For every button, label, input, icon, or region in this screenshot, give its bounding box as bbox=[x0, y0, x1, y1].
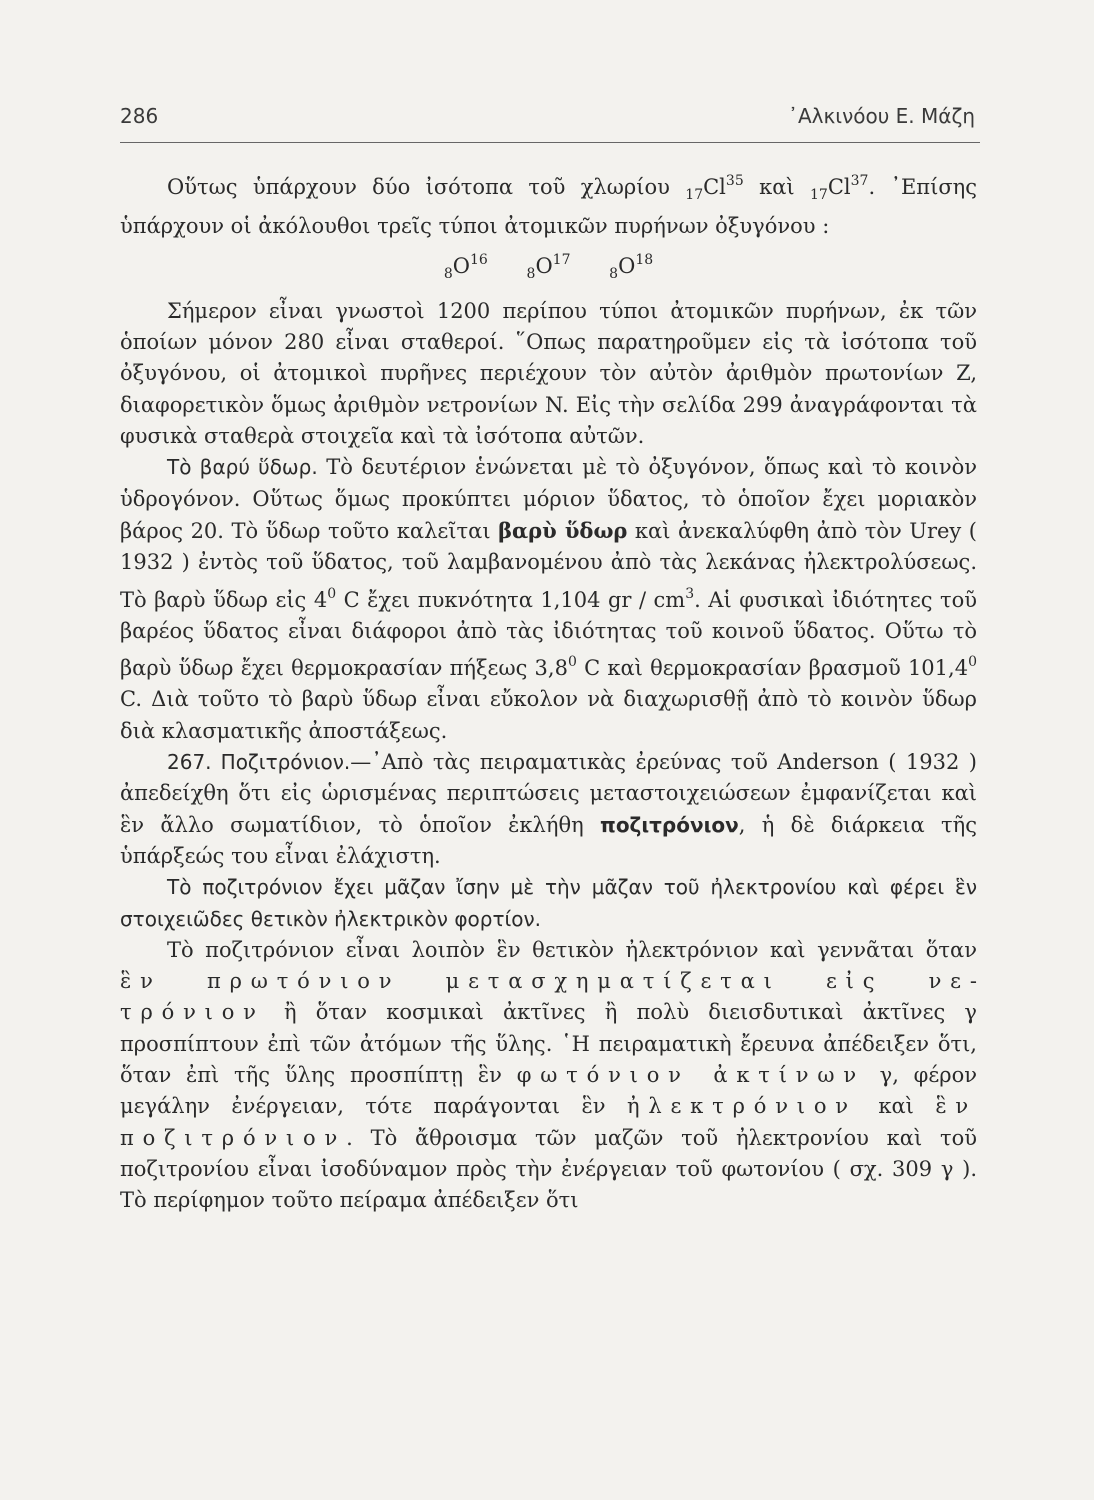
paragraph-positron-section: 267. Ποζιτρόνιον.—᾿Απὸ τὰς πειραματικὰς ἐρεύνας τοῦ Anderson ( 1932 ) ἀπεδείχθη ὅτι εἰς ὡρισμένας περιπτώσεις μεταστοιχειώσεων ἐμφανίζεται καὶ ἓν ἄλλο σωματίδιον, τὸ ὁποῖον ἐκλήθη ποζιτρόνιον, ἡ δὲ διάρκεια τῆς ὑπάρξεώς του εἶναι ἐλάχιστη. bbox=[120, 750, 978, 868]
heavy-water-heading: Τὸ βαρύ ὕδωρ. bbox=[167, 455, 318, 480]
isotope-o18: $_8O^{18}$ bbox=[609, 251, 654, 282]
running-title: ᾿Αλκινόου Ε. Μάζη bbox=[788, 104, 975, 128]
paragraph-chlorine-isotopes: Οὕτως ὑπάρχουν δύο ἰσότοπα τοῦ χλωρίου $_{17}Cl^{35}$ καὶ $_{17}Cl^{37}$. ᾿Επίσης ὑπάρχουν οἱ ἀκόλουθοι τρεῖς τύποι ἀτομικῶν πυρήνων ὀξυγόνου : bbox=[120, 173, 978, 239]
positron-term: ποζιτρόνιον bbox=[600, 812, 739, 837]
isotope-o16: $_8O^{16}$ bbox=[443, 251, 488, 282]
page-number: 286 bbox=[120, 104, 159, 128]
oxygen-isotopes-line bbox=[120, 245, 977, 290]
section-267-heading: 267. Ποζιτρόνιον. bbox=[167, 750, 351, 775]
paragraph-heavy-water: Τὸ βαρύ ὕδωρ. Τὸ δευτέριον ἑνώνεται μὲ τὸ ὀξυγόνον, ὅπως καὶ τὸ κοινὸν ὑδρογόνον. Οὕτως ὅμως προκύπτει μόριον ὕδατος, τὸ ὁποῖον ἔχει μοριακὸν βάρος 20. Τὸ ὕδωρ τοῦτο καλεῖται βαρὺ ὕδωρ καὶ ἀνεκαλύφθη ἀπὸ τὸν Urey ( 1932 ) ἐντὸς τοῦ ὕδατος, τοῦ λαμβανομένου ἀπὸ τὰς λεκάνας ἠλεκτρολύσεως. Τὸ βαρὺ ὕδωρ εἰς $4^0$ C ἔχει πυκνότητα 1,104 gr / $cm^3$. Αἱ φυσικαὶ ἰδιότητες τοῦ βαρέος ὕδατος εἶναι διάφοροι ἀπὸ τὰς ἰδιότητας τοῦ κοινοῦ ὕδατος. Οὕτω τὸ βαρὺ ὕδωρ ἔχει θερμοκρασίαν πήξεως $3,8^0$ C καὶ θερμοκρασίαν βρασμοῦ 101,4$^0$ C. Διὰ τοῦτο τὸ βαρὺ ὕδωρ εἶναι εὔκολον νὰ διαχωρισθῇ ἀπὸ τὸ κοινὸν ὕδωρ διὰ κλασματικῆς ἀποστάξεως. bbox=[120, 455, 977, 743]
page-body bbox=[120, 166, 977, 1217]
heavy-water-term: βαρὺ ὕδωρ bbox=[498, 517, 628, 543]
paragraph-positron-mass: Τὸ ποζιτρόνιον ἔχει μᾶζαν ἴσην μὲ τὴν μᾶζαν τοῦ ἠλεκτρονίου καὶ φέρει ἓν στοιχειῶδες θετικὸν ἠλεκτρικὸν φορτίον. bbox=[120, 875, 977, 931]
header-rule bbox=[120, 142, 980, 143]
spaced-text-4: ἓν ποζιτρόνιον bbox=[120, 1094, 977, 1150]
page-header bbox=[120, 100, 975, 142]
spaced-text-3: ἠλεκτρόνιον bbox=[626, 1094, 857, 1119]
paragraph-known-nuclei: Σήμερον εἶναι γνωστοὶ 1200 περίπου τύποι ἀτομικῶν πυρήνων, ἐκ τῶν ὁποίων μόνον 280 εἶναι σταθεροί. ῞Οπως παρατηροῦμεν εἰς τὰ ἰσότοπα τοῦ ὀξυγόνου, οἱ ἀτομικοὶ πυρῆνες περιέχουν τὸν αὐτὸν ἀριθμὸν πρωτονίων Z, διαφορετικὸν ὅμως ἀριθμὸν νετρονίων N. Εἰς τὴν σελίδα 299 ἀναγράφονται τὰ φυσικὰ σταθερὰ στοιχεῖα καὶ τὰ ἰσότοπα αὐτῶν. bbox=[120, 298, 977, 449]
isotope-o17: $_8O^{17}$ bbox=[526, 251, 571, 282]
spaced-text-2: φωτόνιον ἀκτίνων bbox=[516, 1063, 865, 1088]
spaced-text-1: ἓν πρωτόνιον μετασχηματίζεται εἰς νετρόνιον bbox=[120, 969, 977, 1025]
paragraph-positron-origin: Τὸ ποζιτρόνιον εἶναι λοιπὸν ἓν θετικὸν ἠλεκτρόνιον καὶ γεννᾶται ὅταν ἓν πρωτόνιον μετασχηματίζεται εἰς νετρόνιον ἢ ὅταν κοσμικαὶ ἀκτῖνες ἢ πολὺ διεισδυτικαὶ ἀκτῖνες γ προσπίπτουν ἐπὶ τῶν ἀτόμων τῆς ὕλης. ῾Η πειραματικὴ ἔρευνα ἀπέδειξεν ὅτι, ὅταν ἐπὶ τῆς ὕλης προσπίπτῃ ἓν φωτόνιον ἀκτίνων γ, φέρον μεγάλην ἐνέργειαν, τότε παράγονται ἓν ἠλεκτρόνιον καὶ ἓν ποζιτρόνιον. Τὸ ἄθροισμα τῶν μαζῶν τοῦ ἠλεκτρονίου καὶ τοῦ ποζιτρονίου εἶναι ἰσοδύναμον πρὸς τὴν ἐνέργειαν τοῦ φωτονίου ( σχ. 309 γ ). Τὸ περίφημον τοῦτο πείραμα ἀπέδειξεν ὅτι bbox=[120, 937, 978, 1213]
